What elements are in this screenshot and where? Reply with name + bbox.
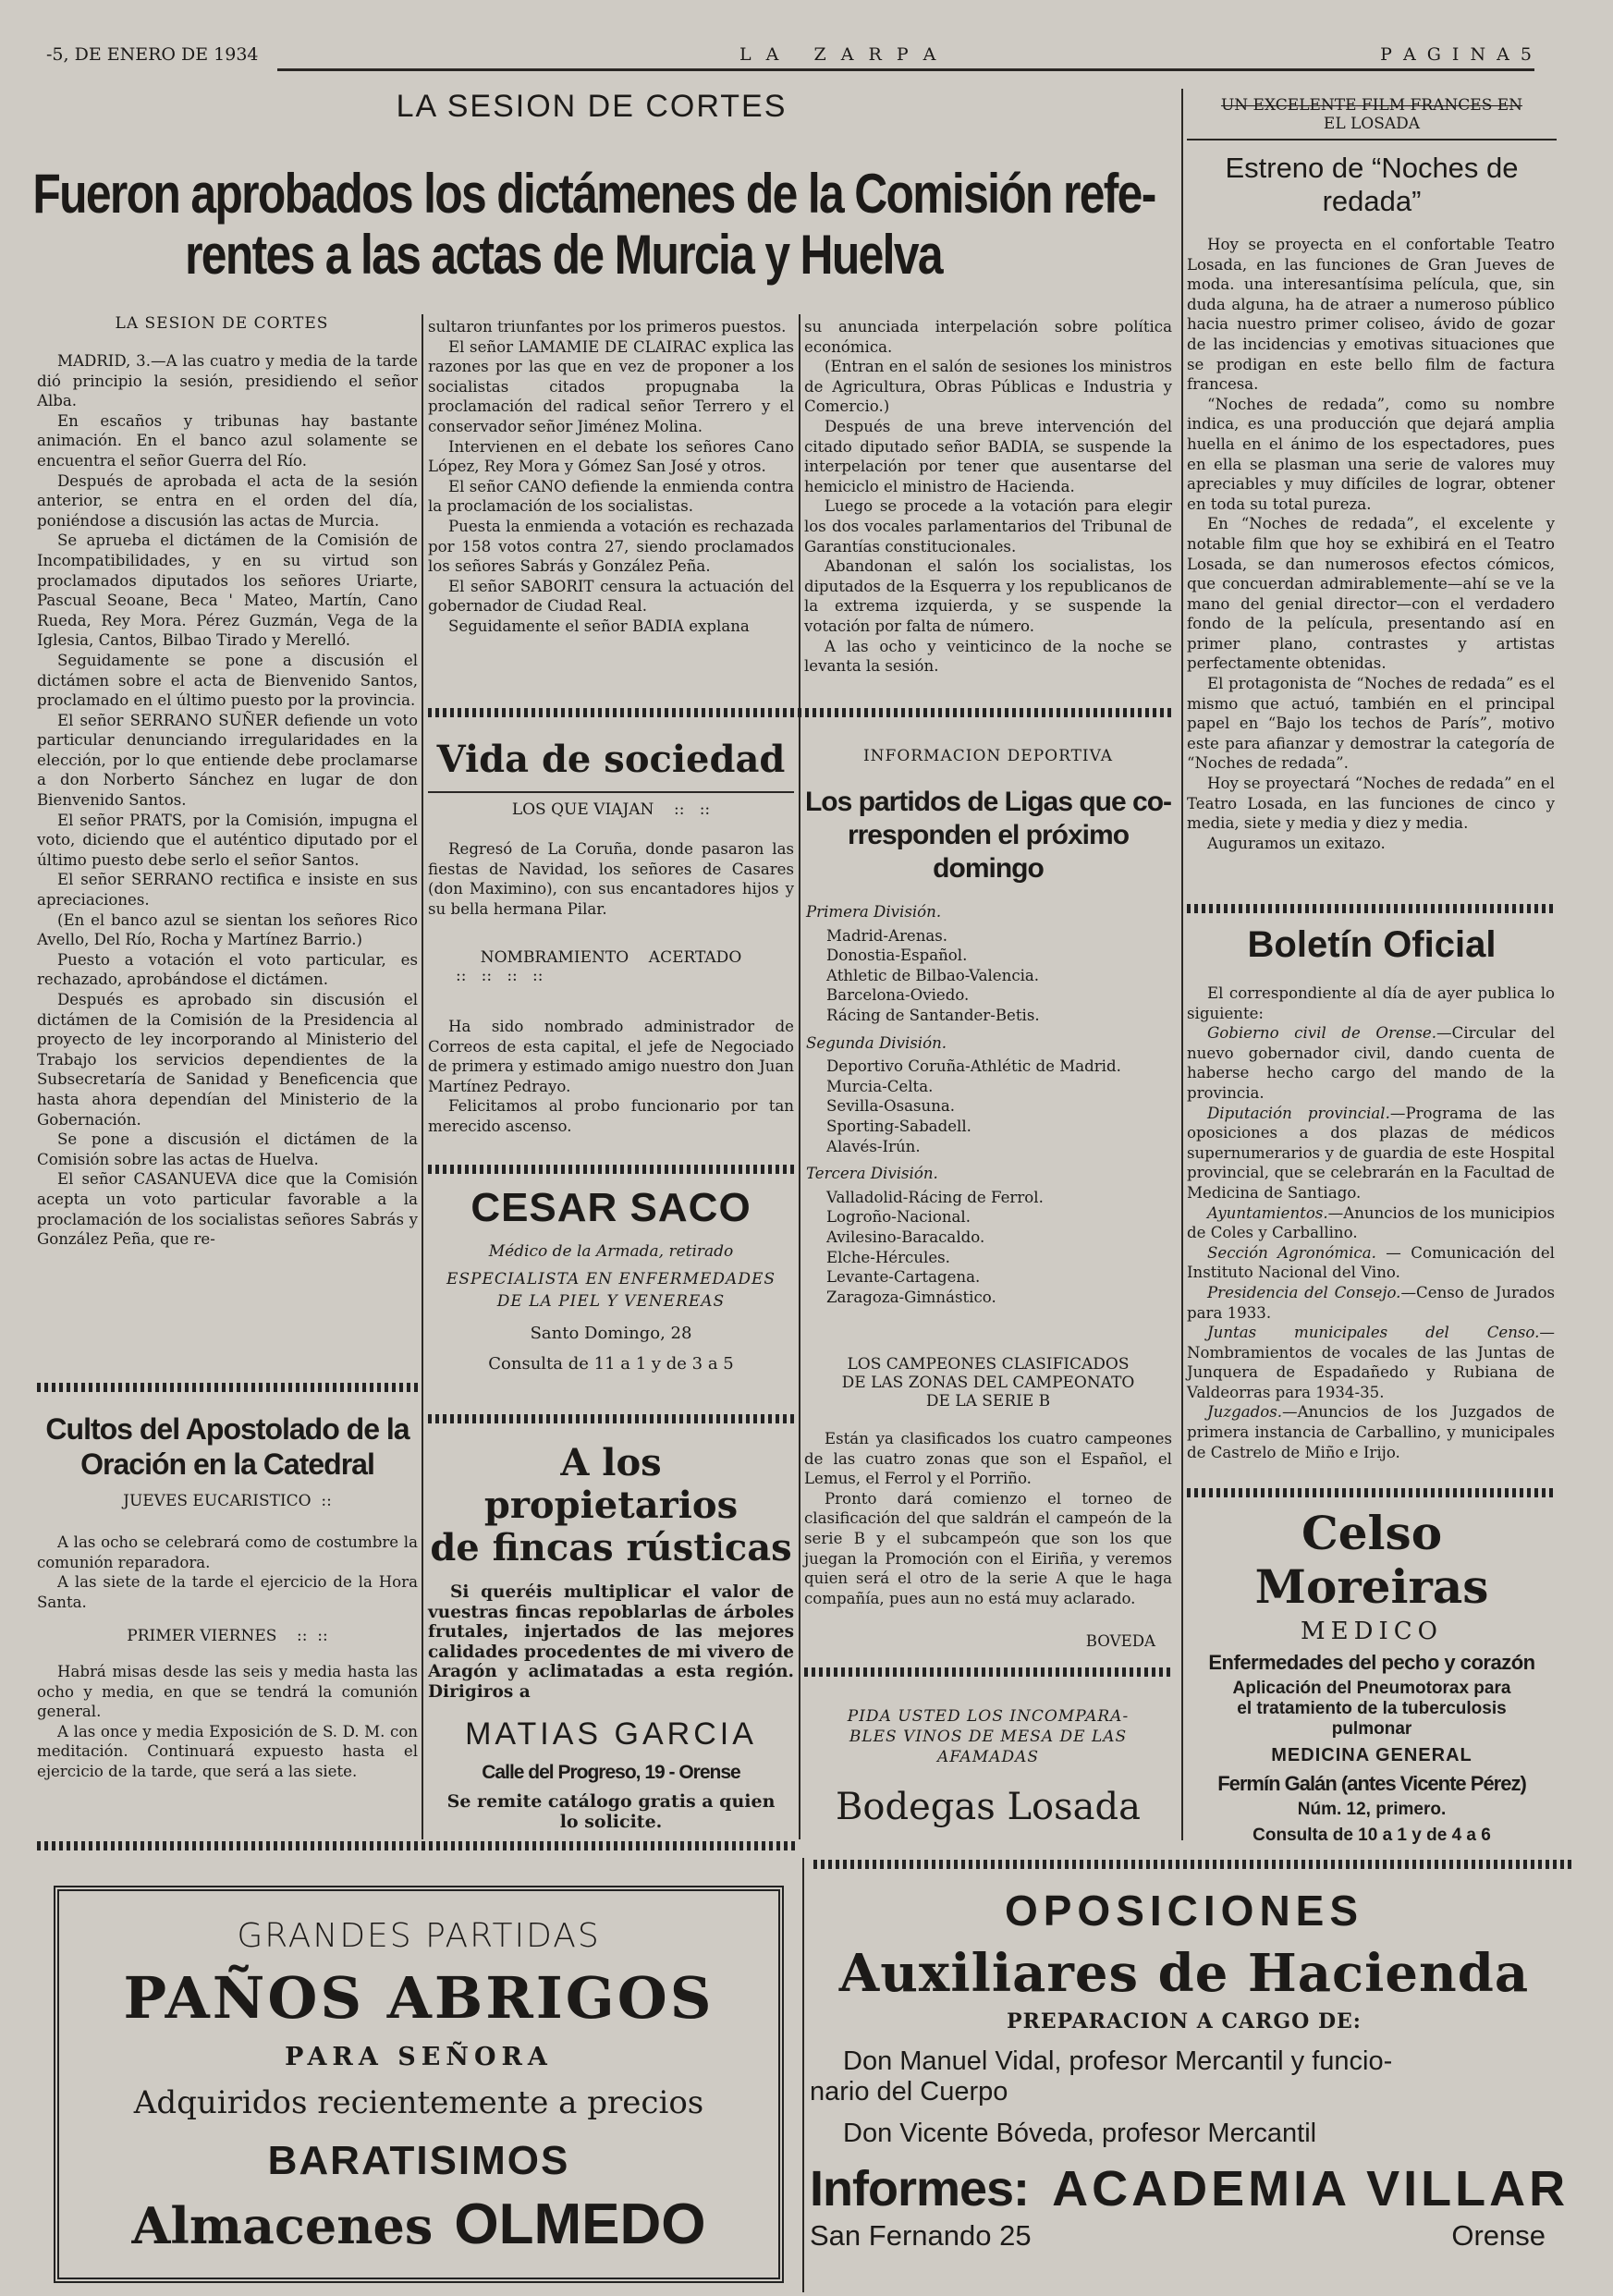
- column-rule: [422, 314, 423, 1839]
- bodegas-line: AFAMADAS: [936, 1748, 1040, 1766]
- match: Madrid-Arenas.: [826, 926, 948, 945]
- match: Sevilla-Osasuna.: [826, 1097, 956, 1116]
- moreiras-line: Enfermedades del pecho y corazón: [1208, 1651, 1535, 1674]
- paragraph: Después es aprobado sin discusión el dictámen de la Comisión de la Presidencia al proyecto de ley incorporando al Ministerio del Trabajo los servicios dependientes de la Subsecretaría de Sanidad y Beneficencia que hasta ahora dependían del Ministerio de la Gobernación.: [37, 991, 418, 1129]
- paragraph: El protagonista de “Noches de redada” es el mismo que actuó, también en el principal papel en “Bajo los techos de París”, motivo este para afianzar y demostrar la categoría de “Noches de redada”.: [1187, 675, 1555, 773]
- film-kicker-1: UN EXCELENTE FILM FRANCES EN: [1220, 96, 1523, 115]
- paragraph: Después de aprobada el acta de la sesión anterior, se entra en el orden del día, poniéndose a discusión las actas de Murcia.: [37, 471, 418, 530]
- olmedo-line: Adquiridos recientemente a precios: [133, 2084, 704, 2121]
- kicker-line: NOMBRAMIENTO ACERTADO: [480, 948, 742, 967]
- paragraph: El señor PRATS, por la Comisión, impugna el voto, diciendo que el auténtico diputado por el último puesto debe serlo el señor Santos.: [37, 811, 418, 869]
- deportes-body: [804, 1429, 1172, 1608]
- match: Donostia-Español.: [826, 946, 968, 965]
- vida-title: Vida de sociedad: [436, 738, 786, 781]
- match: Elche-Hércules.: [826, 1248, 950, 1266]
- saco-line: ESPECIALISTA EN ENFERMEDADES DE LA PIEL Y VENEREAS: [446, 1270, 776, 1311]
- paragraph: Abandonan el salón los socialistas, los diputados de la Esquerra y los republicanos de la extrema izquierda, y se suspende la votación por falta de número.: [804, 557, 1172, 635]
- paragraph: Puesto a votación el voto particular, es rechazado, aprobándose el dictámen.: [37, 950, 418, 989]
- match: Deportivo Coruña-Athlétic de Madrid.: [826, 1057, 1121, 1076]
- paragraph: El señor LAMAMIE DE CLAIRAC explica las razones por las que en vez de proponer a los socialistas citados propugnaba la proclamación del radical señor Terrero y el conservador señor Jiménez Molina.: [428, 337, 794, 435]
- match: Logroño-Nacional.: [826, 1208, 971, 1227]
- paragraph: El señor SABORIT censura la actuación del gobernador de Ciudad Real.: [428, 577, 794, 616]
- saco-name: CESAR SACO: [470, 1185, 752, 1230]
- separator-row: [1187, 904, 1557, 913]
- oposiciones-title: OPOSICIONES: [1004, 1887, 1364, 1935]
- paragraph: “Noches de redada”, como su nombre indica, es una producción que dejará amplia huella en el ánimo de los espectadores, pues en ella se plasman una serie de valores muy apreciables y muy difíciles de lograr, obtener en toda su total pureza.: [1187, 395, 1555, 513]
- saco-line: Médico de la Armada, retirado: [488, 1242, 734, 1261]
- oposiciones-subtitle: Auxiliares de Hacienda: [838, 1943, 1530, 2004]
- oposiciones-informes: [810, 2160, 1570, 2217]
- paragraph: sultaron triunfantes por los primeros puestos.: [428, 318, 787, 336]
- match: Rácing de Santander-Betis.: [826, 1006, 1040, 1024]
- oposiciones-city: Orense: [1451, 2219, 1546, 2252]
- moreiras-line: Núm. 12, primero.: [1297, 1800, 1447, 1819]
- paragraph: En escaños y tribunas hay bastante animación. En el banco azul solamente se encuentra el señor Guerra del Río.: [37, 411, 418, 470]
- cultos-title-1: Cultos del Apostolado de la: [45, 1412, 409, 1446]
- moreiras-line: MEDICINA GENERAL: [1271, 1745, 1472, 1765]
- paragraph: A las ocho y veinticinco de la noche se levanta la sesión.: [804, 637, 1172, 676]
- boletin-item: Gobierno civil de Orense.—Circular del nuevo gobernador civil, dando cuenta de haberse hecho cargo del mando de la provincia.: [1187, 1024, 1555, 1102]
- deportes-subheading: [804, 1355, 1172, 1411]
- boletin-item: Juzgados.—Anuncios de los Juzgados de primera instancia de Carballino, y municipales de Castrelo de Miño e Irijo.: [1187, 1403, 1555, 1461]
- boletin-item: Juntas municipales del Censo.—Nombramientos de vocales de las Juntas de Junquera de Espadañedo y Rubiana de Valdeorras para 1934-35.: [1187, 1324, 1555, 1401]
- cultos-kicker-2: PRIMER VIERNES :: ::: [127, 1627, 328, 1645]
- paragraph: A las once y media Exposición de S. D. M. con meditación. Continuará expuesto hasta el ejercicio de la tarde, que será a las siete.: [37, 1722, 418, 1780]
- cultos-body-1: [37, 1533, 418, 1612]
- bodegas-line: BLES VINOS DE MESA DE LAS: [849, 1728, 1128, 1746]
- vida-body-1: [428, 839, 794, 919]
- kicker-line: :: :: :: ::: [456, 967, 544, 985]
- paragraph: MADRID, 3.—A las cuatro y media de la tarde dió principio la sesión, presidiendo el señor Alba.: [37, 352, 418, 410]
- vida-kicker-2: [428, 948, 794, 985]
- deportes-kicker: INFORMACION DEPORTIVA: [862, 747, 1114, 765]
- cultos-body-2: [37, 1662, 418, 1782]
- header-rule: [277, 68, 1534, 71]
- separator-row: [428, 1165, 794, 1174]
- column-rule: [802, 1858, 804, 2292]
- cortes-headline-2: rentes a las actas de Murcia y Huelva: [185, 224, 942, 286]
- cortes-column-2: [428, 317, 794, 637]
- cortes-section-title: LA SESION DE CORTES: [396, 89, 788, 124]
- subheading-line: LOS CAMPEONES CLASIFICADOS: [847, 1355, 1130, 1374]
- paragraph: Hoy se proyectará “Noches de redada” en el Teatro Losada, en las funciones de cinco y media, siete y media y diez y media.: [1187, 775, 1555, 833]
- paragraph: El señor CANO defiende la enmienda contra la proclamación de los socialistas.: [428, 477, 794, 516]
- oposiciones-academy: ACADEMIA VILLAR: [1052, 2161, 1570, 2217]
- paragraph: (Entran en el salón de sesiones los ministros de Agricultura, Obras Públicas e Industria y Comercio.): [804, 358, 1172, 416]
- separator-row: [813, 1860, 1571, 1869]
- rule: [428, 791, 794, 793]
- bodegas-name: Bodegas Losada: [836, 1786, 1141, 1828]
- boletin-title: Boletín Oficial: [1247, 924, 1497, 965]
- propietarios-title-2: de fincas rústicas: [430, 1526, 792, 1569]
- paragraph: Felicitamos al probo funcionario por tan merecido ascenso.: [428, 1097, 794, 1135]
- bodegas-advert: [804, 1706, 1172, 1767]
- division-heading: Primera División.: [806, 903, 942, 921]
- oposiciones-line: Don Manuel Vidal, profesor Mercantil y funcio-: [843, 2046, 1393, 2076]
- boletin-body: [1187, 983, 1555, 1462]
- moreiras-line: Consulta de 10 a 1 y de 4 a 6: [1253, 1826, 1491, 1845]
- moreiras-line: Aplicación del Pneumotorax para: [1232, 1679, 1511, 1698]
- paragraph: Están ya clasificados los cuatro campeones de las cuatro zonas que son el Español, el Lemus, el Ferrol y el Porriño.: [804, 1430, 1172, 1488]
- boletin-item: Sección Agronómica. — Comunicación del Instituto Nacional del Vino.: [1187, 1243, 1555, 1282]
- vida-body-2: [428, 1017, 794, 1137]
- oposiciones-line: PREPARACION A CARGO DE:: [1007, 2009, 1362, 2033]
- oposiciones-informes-label: Informes:: [810, 2161, 1030, 2217]
- paragraph: A las ocho se celebrará como de costumbre la comunión reparadora.: [37, 1533, 418, 1571]
- olmedo-store-word: Almacenes: [131, 2196, 434, 2255]
- separator-row: [37, 1841, 795, 1850]
- division-heading: Segunda División.: [806, 1033, 947, 1052]
- separator-row: [428, 1414, 794, 1423]
- olmedo-line: GRANDES PARTIDAS: [237, 1917, 601, 1955]
- film-title-2: redada”: [1322, 185, 1422, 217]
- separator-row: [804, 1667, 1172, 1677]
- match: Barcelona-Oviedo.: [826, 986, 970, 1005]
- match: Avilesino-Baracaldo.: [826, 1227, 985, 1246]
- film-body: [1187, 235, 1555, 853]
- cortes-column-3: [804, 317, 1172, 677]
- olmedo-line: PARA SEÑORA: [285, 2043, 553, 2071]
- moreiras-name: Celso Moreiras: [1254, 1506, 1489, 1614]
- paragraph: Luego se procede a la votación para elegir los dos vocales parlamentarios del Tribunal de Garantías constitucionales.: [804, 497, 1172, 556]
- match: Valladolid-Rácing de Ferrol.: [826, 1188, 1044, 1206]
- paragraph: Seguidamente se pone a discusión el dictámen sobre el acta de Bienvenido Santos, proclamado en el último puesto por la provincia.: [37, 651, 418, 710]
- bodegas-line: PIDA USTED LOS INCOMPARA-: [847, 1707, 1130, 1726]
- match: Zaragoza-Gimnástico.: [826, 1288, 996, 1306]
- propietarios-address: Calle del Progreso, 19 - Orense: [482, 1762, 740, 1783]
- moreiras-line: pulmonar: [1331, 1719, 1412, 1739]
- match: Athletic de Bilbao-Valencia.: [826, 966, 1040, 984]
- separator-row: [37, 1383, 418, 1392]
- paragraph: Pronto dará comienzo el torneo de clasificación del que saldrán el campeón de la serie B y el subcampeón que son los que juegan la Promoción con el Eiriña, y veremos quien será el otro de la serie A que le haga compañía, pues aun no está muy aclarado.: [804, 1489, 1172, 1607]
- column-rule: [1181, 89, 1183, 1840]
- match: Sporting-Sabadell.: [826, 1117, 971, 1135]
- olmedo-line: PAÑOS ABRIGOS: [123, 1964, 715, 2032]
- deportes-signature: BOVEDA: [1085, 1632, 1155, 1650]
- subheading-line: DE LAS ZONAS DEL CAMPEONATO: [841, 1374, 1135, 1392]
- boletin-item: Ayuntamientos.—Anuncios de los municipios de Coles y Carballino.: [1187, 1203, 1555, 1242]
- oposiciones-line: nario del Cuerpo: [810, 2077, 1008, 2107]
- saco-advert: [428, 1185, 794, 1374]
- deportes-fixtures: [806, 902, 1172, 1307]
- rule: [1187, 139, 1557, 140]
- paragraph: El señor SERRANO SUÑER defiende un voto particular denunciando irregularidades en la elección, por lo que entiende debe proclamarse a don Norberto Sánchez en lugar de don Bienvenido Santos.: [37, 711, 418, 810]
- propietarios-footer: Se remite catálogo gratis a quien lo solicite.: [446, 1791, 776, 1832]
- header-date: -5, DE ENERO DE 1934: [46, 44, 259, 65]
- oposiciones-street: San Fernando 25: [810, 2219, 1032, 2252]
- cortes-headline-1: Fueron aprobados los dictámenes de la Comisión refe-: [32, 163, 1155, 225]
- oposiciones-line: Don Vicente Bóveda, profesor Mercantil: [843, 2119, 1317, 2148]
- paragraph: Habrá misas desde las seis y media hasta las ocho y media, en que se tendrá la comunión general.: [37, 1663, 418, 1721]
- header-page-number: P A G I N A 5: [1380, 44, 1534, 65]
- header-paper-name: L A Z A R P A: [739, 44, 941, 65]
- subheading-line: DE LA SERIE B: [925, 1392, 1051, 1411]
- cortes-kicker: LA SESION DE CORTES: [115, 314, 329, 333]
- deportes-title-2: rresponden el próximo: [847, 820, 1130, 850]
- match: Murcia-Celta.: [826, 1077, 934, 1095]
- separator-row: [1187, 1488, 1557, 1497]
- division-heading: Tercera División.: [806, 1165, 938, 1183]
- paragraph: su anunciada interpelación sobre política económica.: [804, 318, 1172, 356]
- separator-row: [428, 708, 1172, 717]
- paragraph: Puesta la enmienda a votación es rechazada por 158 votos contra 27, siendo proclamados los señores Sabrás y González Peña.: [428, 517, 794, 576]
- film-title-1: Estreno de “Noches de: [1225, 152, 1519, 184]
- film-kicker-2: EL LOSADA: [1323, 115, 1421, 133]
- cortes-column-1: [37, 351, 418, 1250]
- paragraph: Auguramos un exitazo.: [1207, 834, 1386, 852]
- olmedo-advert: [54, 1886, 784, 2283]
- oposiciones-address: [810, 2219, 1558, 2256]
- paragraph: Regresó de La Coruña, donde pasaron las fiestas de Navidad, los señores de Casares (don Maximino), con sus encantadores hijos y su bella hermana Pilar.: [428, 840, 794, 918]
- deportes-title-3: domingo: [933, 853, 1044, 884]
- paragraph: Hoy se proyecta en el confortable Teatro Losada, en las funciones de Gran Jueves de moda. una interesantísima película, que, sin duda alguna, ha de atraer a numeroso público hacia nuestro primer coliseo, ávido de gozar de las incidencias y emotivas situaciones que se prodigan en este bello film de factura francesa.: [1187, 236, 1555, 394]
- paragraph: Se aprueba el dictámen de la Comisión de Incompatibilidades, y en su virtud son proclamados diputados los señores Uriarte, Pascual Seoane, Beca ' Mateo, Martín, Cano Rueda, Rey Mora. Pérez Guzmán, Vega de la Iglesia, Cantos, Bilbao Tirado y Merelló.: [37, 531, 418, 650]
- deportes-title-1: Los partidos de Ligas que co-: [804, 787, 1172, 817]
- moreiras-title: MEDICO: [1301, 1618, 1443, 1645]
- paragraph: El señor CASANUEVA dice que la Comisión acepta un voto particular favorable a la proclamación de los socialistas señores Sabrás y González Peña, que re-: [37, 1170, 418, 1249]
- paragraph: Seguidamente el señor BADIA explana: [448, 617, 750, 635]
- moreiras-advert: [1187, 1507, 1557, 1846]
- paragraph: (En el banco azul se sientan los señores Rico Avello, Del Río, Rocha y Martínez Barrio.): [37, 910, 418, 949]
- paragraph: El correspondiente al día de ayer publica lo siguiente:: [1187, 984, 1555, 1022]
- propietarios-advert: [428, 1442, 794, 1832]
- olmedo-line: BARATISIMOS: [267, 2138, 570, 2183]
- column-rule: [799, 314, 800, 1839]
- match: Alavés-Irún.: [826, 1137, 921, 1155]
- paragraph: Intervienen en el debate los señores Cano López, Rey Mora y Gómez San José y otros.: [428, 437, 794, 476]
- saco-address: Santo Domingo, 28: [530, 1324, 692, 1343]
- moreiras-line: el tratamiento de la tuberculosis: [1237, 1699, 1507, 1718]
- moreiras-line: Fermín Galán (antes Vicente Pérez): [1217, 1772, 1526, 1795]
- paragraph: Se pone a discusión el dictámen de la Comisión sobre las actas de Huelva.: [37, 1130, 418, 1168]
- propietarios-name: MATIAS GARCIA: [465, 1716, 757, 1752]
- saco-hours: Consulta de 11 a 1 y de 3 a 5: [488, 1354, 734, 1374]
- cultos-title-2: Oración en la Catedral: [80, 1447, 374, 1481]
- olmedo-line: [59, 2192, 778, 2257]
- boletin-item: Presidencia del Consejo.—Censo de Jurados para 1933.: [1187, 1283, 1555, 1322]
- cultos-kicker-1: JUEVES EUCARISTICO ::: [123, 1492, 332, 1510]
- paragraph: El señor SERRANO rectifica e insiste en sus apreciaciones.: [37, 871, 418, 910]
- paragraph: A las siete de la tarde el ejercicio de la Hora Santa.: [37, 1573, 418, 1611]
- paragraph: Después de una breve intervención del citado diputado señor BADIA, se suspende la interpelación por tener que ausentarse del hemiciclo el ministro de Hacienda.: [804, 417, 1172, 495]
- propietarios-body: Si queréis multiplicar el valor de vuestras fincas repoblarlas de árboles frutales, injertados de las mejores calidades procedentes de mi vivero de Aragón y aclimatadas a esta región. Dirigiros a: [428, 1582, 794, 1702]
- paragraph: Ha sido nombrado administrador de Correos de esta capital, el jefe de Negociado de primera y estimado amigo nuestro don Juan Martínez Pedrayo.: [428, 1018, 794, 1095]
- match: Levante-Cartagena.: [826, 1268, 981, 1287]
- paragraph: En “Noches de redada”, el excelente y notable film que hoy se exhibirá en el Teatro Losada, se dan numerosos efectos cómicos, que concuerdan admirablemente—ahí se ve la mano del genial director—con el verdadero fondo de la película, presentando así en primer plano, contrastes y artistas perfectamente obtenidas.: [1187, 515, 1555, 673]
- vida-kicker-1: LOS QUE VIAJAN :: ::: [511, 800, 711, 819]
- propietarios-title-1: A los propietarios: [483, 1441, 739, 1527]
- boletin-item: Diputación provincial.—Programa de las oposiciones a dos plazas de médicos supernumerarios y de guardia de este Hospital provincial, que se celebrarán en la Facultad de Medicina de Santiago.: [1187, 1104, 1555, 1202]
- olmedo-store-name: OLMEDO: [454, 2192, 706, 2256]
- oposiciones-advert: [810, 1886, 1570, 2256]
